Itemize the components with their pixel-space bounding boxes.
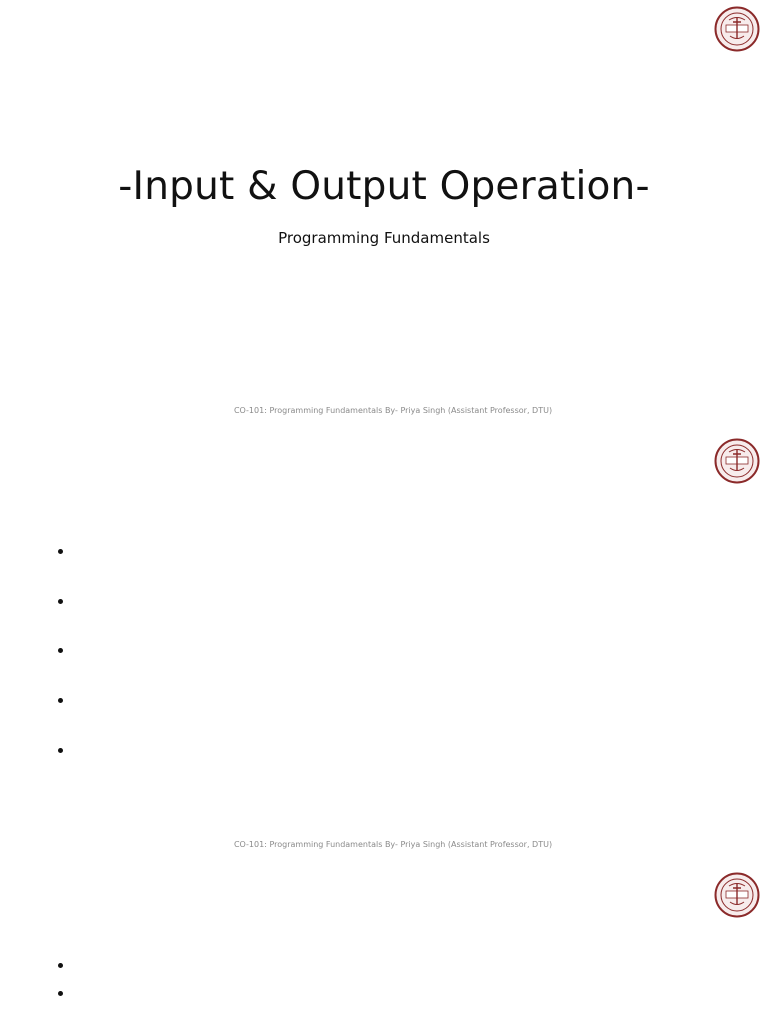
bullet-icon	[58, 599, 63, 604]
bullet-icon	[58, 549, 63, 554]
bullet-icon	[58, 748, 63, 753]
list-item	[56, 645, 68, 657]
bullet-icon	[58, 991, 63, 996]
bullet-list	[56, 546, 68, 794]
slide-subtitle: Programming Fundamentals	[278, 229, 490, 247]
list-item	[56, 988, 68, 1000]
list-item	[56, 745, 68, 757]
list-item	[56, 960, 68, 972]
bullet-icon	[58, 963, 63, 968]
list-item	[56, 695, 68, 707]
slide-title: -Input & Output Operation-	[118, 164, 650, 209]
dtu-seal-icon	[714, 438, 760, 484]
dtu-seal-icon	[714, 6, 760, 52]
slide-1	[0, 0, 768, 432]
slide-2	[0, 432, 768, 866]
bullet-icon	[58, 698, 63, 703]
bullet-icon	[58, 648, 63, 653]
slide-footer: CO-101: Programming Fundamentals By- Priya Singh (Assistant Professor, DTU)	[233, 406, 553, 415]
slide-footer: CO-101: Programming Fundamentals By- Priya Singh (Assistant Professor, DTU)	[233, 840, 553, 849]
slide-3	[0, 866, 768, 1024]
bullet-list	[56, 960, 68, 1016]
list-item	[56, 546, 68, 558]
dtu-seal-icon	[714, 872, 760, 918]
list-item	[56, 596, 68, 608]
